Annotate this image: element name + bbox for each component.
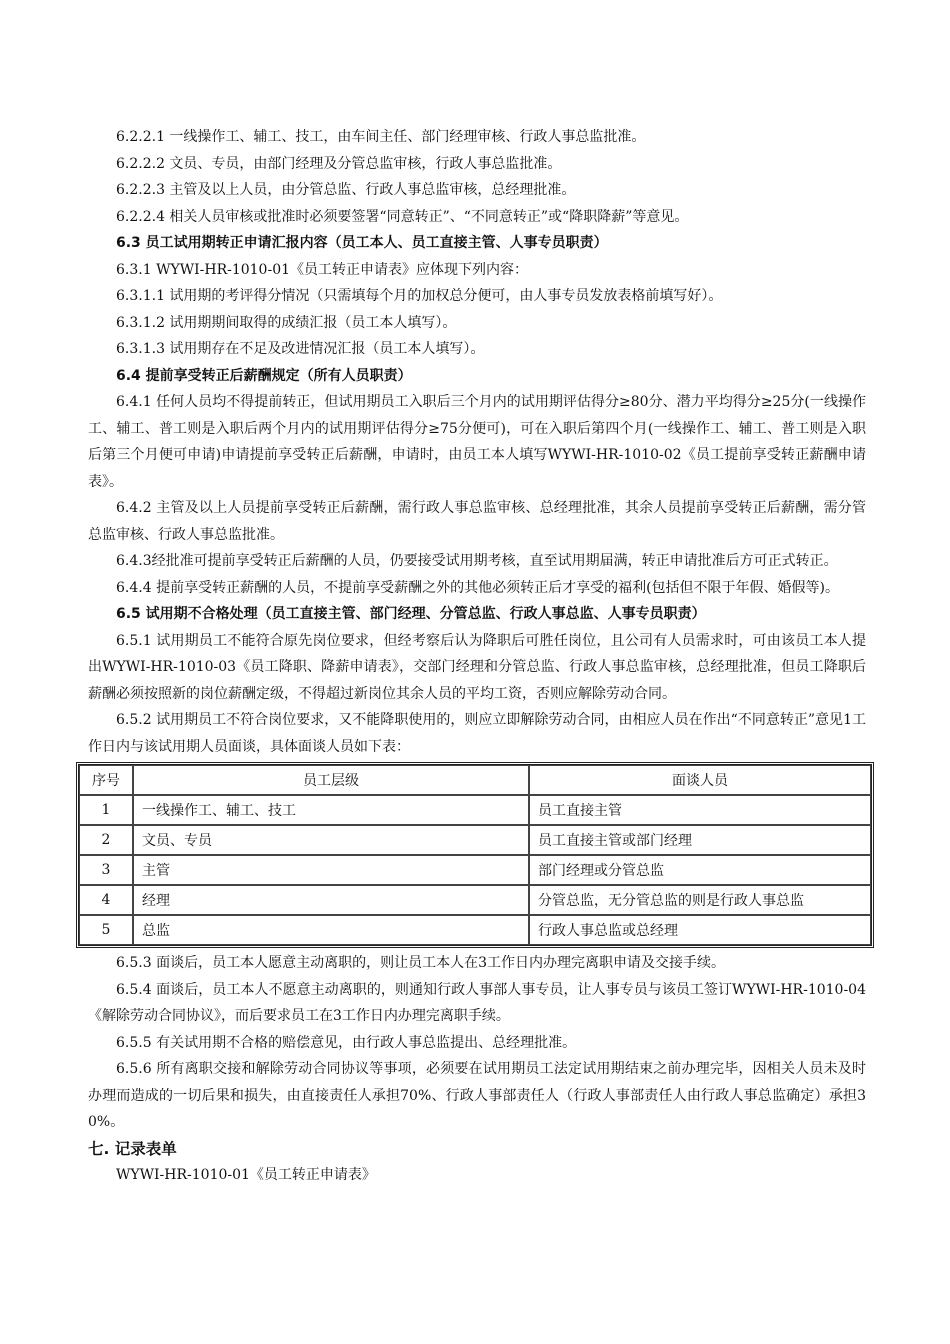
table-header-row: [79, 765, 871, 795]
document-page: [88, 124, 866, 1188]
table-cell: 3: [79, 855, 133, 885]
clause-6-5-3: 6.5.3 面谈后，员工本人愿意主动离职的，则让员工本人在3工作日内办理完离职申请及交接手续。: [116, 955, 725, 971]
clause-6-3-1-2: 6.3.1.2 试用期期间取得的成绩汇报（员工本人填写）。: [116, 314, 457, 331]
table-cell: 1: [79, 795, 133, 825]
heading-6-4: 6.4 提前享受转正后薪酬规定（所有人员职责）: [116, 367, 412, 384]
clause-6-3-1-1: 6.3.1.1 试用期的考评得分情况（只需填每个月的加权总分便可，由人事专员发放表格前填写好）。: [116, 288, 723, 304]
clause-6-2-2-4: 6.2.2.4 相关人员审核或批准时必须要签署“同意转正”、“不同意转正”或“降职降薪”等意见。: [116, 208, 689, 225]
clause-6-4-3: 6.4.3经批准可提前享受转正后薪酬的人员，仍要接受试用期考核，直至试用期届满，转正申请批准后方可正式转正。: [116, 553, 838, 569]
table-cell: 员工直接主管: [529, 795, 871, 825]
heading-6-5: 6.5 试用期不合格处理（员工直接主管、部门经理、分管总监、行政人事总监、人事专员职责）: [116, 606, 706, 622]
table-cell: 2: [79, 825, 133, 855]
clause-6-5-5: 6.5.5 有关试用期不合格的赔偿意见，由行政人事总监提出、总经理批准。: [116, 1034, 577, 1051]
table-cell: 主管: [133, 855, 529, 885]
clause-6-4-2: 6.4.2 主管及以上人员提前享受转正后薪酬，需行政人事总监审核、总经理批准，其余人员提前享受转正后薪酬，需分管总监审核、行政人事总监批准。: [88, 500, 866, 543]
table-row: [79, 885, 871, 915]
table-header-cell: 面谈人员: [529, 765, 871, 795]
record-form-item: WYWI-HR-1010-01《员工转正申请表》: [116, 1166, 376, 1183]
clause-6-5-4: 6.5.4 面谈后，员工本人不愿意主动离职的，则通知行政人事部人事专员，让人事专员与该员工签订WYWI-HR-1010-04《解除劳动合同协议》，而后要求员工在3工作日内办理完离职手续。: [88, 981, 866, 1024]
clause-6-3-1-3: 6.3.1.3 试用期存在不足及改进情况汇报（员工本人填写）。: [116, 341, 485, 357]
clause-6-2-2-1: 6.2.2.1 一线操作工、辅工、技工，由车间主任、部门经理审核、行政人事总监批准。: [116, 129, 646, 145]
clause-6-4-1: 6.4.1 任何人员均不得提前转正，但试用期员工入职后三个月内的试用期评估得分≥80分、潜力平均得分≥25分(一线操作工、辅工、普工则是入职后两个月内的试用期评估得分≥75分便可)，可在入职后第四个月(一线操作工、辅工、普工则是入职后第三个月便可申请)申请提前享受转正后薪酬，申请时，由员工本人填写WYWI-HR-1010-02《员工提前享受转正薪酬申请表》。: [88, 394, 866, 490]
table-cell: 文员、专员: [133, 825, 529, 855]
table-row: [79, 915, 871, 945]
table-cell: 经理: [133, 885, 529, 915]
table-cell: 员工直接主管或部门经理: [529, 825, 871, 855]
table-cell: 行政人事总监或总经理: [529, 915, 871, 945]
clause-6-5-1: 6.5.1 试用期员工不能符合原先岗位要求，但经考察后认为降职后可胜任岗位，且公司有人员需求时，可由该员工本人提出WYWI-HR-1010-03《员工降职、降薪申请表》，交部门经理和分管总监、行政人事总监审核，总经理批准，但员工降职后薪酬必须按照新的岗位薪酬定级，不得超过新岗位其余人员的平均工资，否则应解除劳动合同。: [88, 632, 866, 702]
clause-6-2-2-3: 6.2.2.3 主管及以上人员，由分管总监、行政人事总监审核，总经理批准。: [116, 182, 576, 198]
table-cell: 总监: [133, 915, 529, 945]
clause-6-5-6: 6.5.6 所有离职交接和解除劳动合同协议等事项，必须要在试用期员工法定试用期结束之前办理完毕，因相关人员未及时办理而造成的一切后果和损失，由直接责任人承担70%、行政人事部责任人（行政人事部责任人由行政人事总监确定）承担30%。: [88, 1061, 866, 1130]
table-cell: 部门经理或分管总监: [529, 855, 871, 885]
section-7-title: 七. 记录表单: [88, 1139, 177, 1158]
clause-6-2-2-2: 6.2.2.2 文员、专员，由部门经理及分管总监审核，行政人事总监批准。: [116, 155, 562, 172]
table-cell: 4: [79, 885, 133, 915]
table-row: [79, 795, 871, 825]
table-cell: 一线操作工、辅工、技工: [133, 795, 529, 825]
table-row: [79, 855, 871, 885]
clause-6-4-4: 6.4.4 提前享受转正薪酬的人员，不提前享受薪酬之外的其他必须转正后才享受的福利(包括但不限于年假、婚假等)。: [116, 579, 839, 596]
table-row: [79, 825, 871, 855]
clause-6-5-2: 6.5.2 试用期员工不符合岗位要求，又不能降职使用的，则应立即解除劳动合同，由相应人员在作出“不同意转正”意见1工作日内与该试用期人员面谈，具体面谈人员如下表：: [88, 712, 866, 755]
table-header-cell: 员工层级: [133, 765, 529, 795]
table-cell: 分管总监，无分管总监的则是行政人事总监: [529, 885, 871, 915]
heading-6-3: 6.3 员工试用期转正申请汇报内容（员工本人、员工直接主管、人事专员职责）: [116, 235, 608, 251]
table-header-cell: 序号: [79, 765, 133, 795]
interview-table: [76, 762, 874, 948]
table-cell: 5: [79, 915, 133, 945]
clause-6-3-1: 6.3.1 WYWI-HR-1010-01《员工转正申请表》应体现下列内容：: [116, 261, 529, 278]
